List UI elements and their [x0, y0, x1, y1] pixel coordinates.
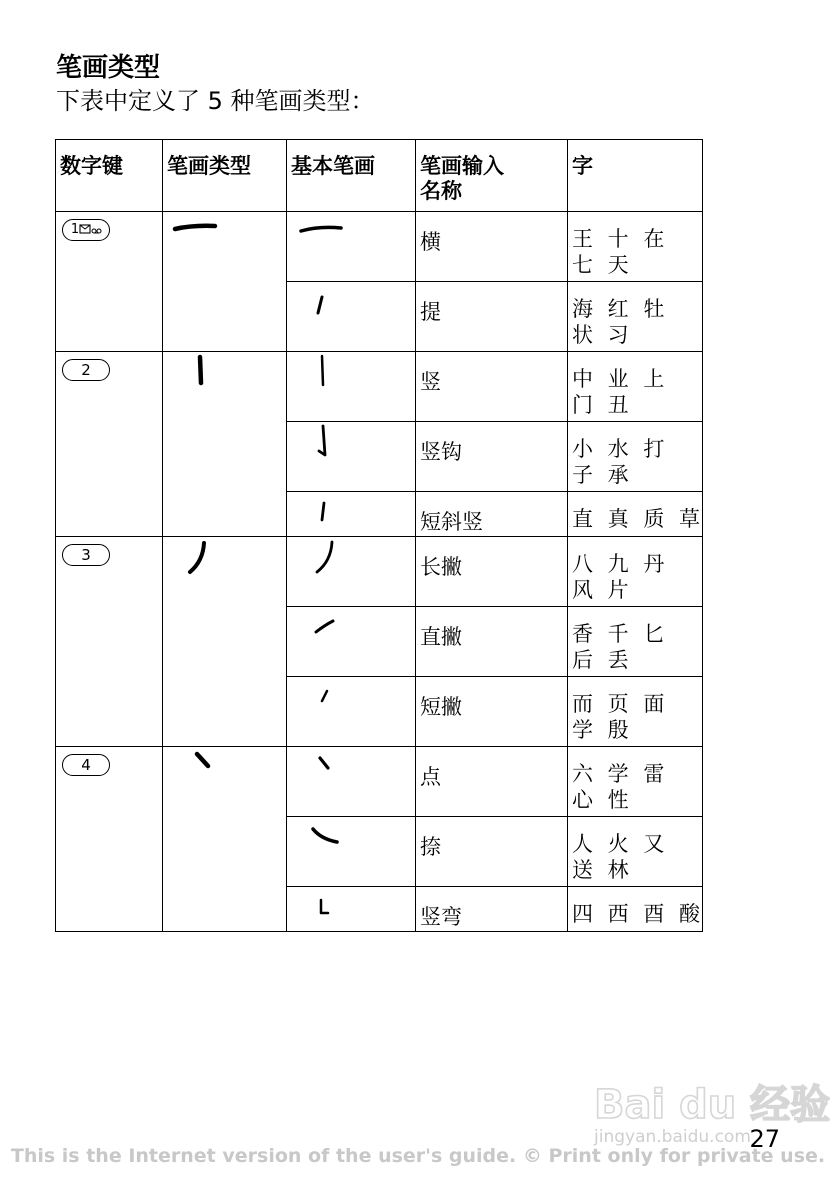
- basic-stroke-cell: [287, 537, 416, 607]
- short-left-falling-stroke-icon: [287, 677, 347, 717]
- key-1-button: 1: [62, 219, 110, 241]
- horizontal-stroke-icon: [287, 212, 347, 242]
- example-chars: 中 业 上 门 丑: [568, 352, 703, 422]
- footer-notice: This is the Internet version of the user's guide. © Print only for private use.: [10, 1145, 826, 1167]
- key-3-button: 3: [62, 544, 110, 566]
- example-chars: 小 水 打 子 承: [568, 422, 703, 492]
- example-chars: 四 西 酉 酸: [568, 887, 703, 932]
- table-row: [56, 537, 703, 607]
- svg-text:Bai du 经验: Bai du 经验: [594, 1082, 831, 1128]
- stroke-types-table: [55, 139, 703, 932]
- table-header-row: [56, 140, 703, 212]
- stroke-type-cell: [163, 212, 287, 352]
- example-chars: 六 学 雷 心 性: [568, 747, 703, 817]
- basic-stroke-cell: [287, 887, 416, 932]
- stroke-name: 长撇: [416, 537, 568, 607]
- header-stroke-type: 笔画类型: [163, 140, 287, 212]
- intro-text: 下表中定义了 5 种笔画类型：: [56, 87, 375, 115]
- vertical-hook-stroke-icon: [287, 422, 347, 462]
- example-chars: 人 火 又 送 林: [568, 817, 703, 887]
- vertical-stroke-icon: [287, 352, 347, 392]
- basic-stroke-cell: [287, 352, 416, 422]
- table-row: [56, 212, 703, 282]
- horizontal-stroke-icon: [163, 212, 223, 242]
- vertical-stroke-icon: [163, 352, 223, 392]
- stroke-name: 横: [416, 212, 568, 282]
- basic-stroke-cell: [287, 422, 416, 492]
- header-stroke-input-name: 笔画输入 名称: [416, 140, 568, 212]
- rising-stroke-icon: [287, 282, 347, 322]
- basic-stroke-cell: [287, 677, 416, 747]
- vertical-bend-stroke-icon: [287, 887, 347, 927]
- dot-stroke-icon: [163, 747, 223, 787]
- example-chars: 香 千 匕 后 丢: [568, 607, 703, 677]
- key-cell: [56, 537, 163, 747]
- key-2-button: 2: [62, 359, 110, 381]
- basic-stroke-cell: [287, 817, 416, 887]
- example-chars: 海 红 牡 状 习: [568, 282, 703, 352]
- left-falling-stroke-icon: [163, 537, 223, 577]
- stroke-name: 提: [416, 282, 568, 352]
- table-row: [56, 352, 703, 422]
- key-cell: [56, 352, 163, 537]
- basic-stroke-cell: [287, 212, 416, 282]
- svg-text:jingyan.baidu.com: jingyan.baidu.com: [594, 1127, 751, 1147]
- example-chars: 王 十 在 七 天: [568, 212, 703, 282]
- stroke-name: 短斜竖: [416, 492, 568, 537]
- page-number: 27: [749, 1125, 780, 1153]
- stroke-name: 点: [416, 747, 568, 817]
- header-number-key: 数字键: [56, 140, 163, 212]
- right-falling-stroke-icon: [287, 817, 347, 857]
- short-slanted-vertical-stroke-icon: [287, 492, 347, 532]
- table-row: [56, 747, 703, 817]
- header-basic-stroke: 基本笔画: [287, 140, 416, 212]
- basic-stroke-cell: [287, 747, 416, 817]
- stroke-name: 竖钩: [416, 422, 568, 492]
- long-left-falling-stroke-icon: [287, 537, 347, 577]
- stroke-name: 竖: [416, 352, 568, 422]
- basic-stroke-cell: [287, 492, 416, 537]
- stroke-type-cell: [163, 747, 287, 932]
- stroke-name: 竖弯: [416, 887, 568, 932]
- stroke-name: 短撇: [416, 677, 568, 747]
- key-cell: [56, 747, 163, 932]
- basic-stroke-cell: [287, 607, 416, 677]
- stroke-name: 直撇: [416, 607, 568, 677]
- basic-stroke-cell: [287, 282, 416, 352]
- header-character: 字: [568, 140, 703, 212]
- stroke-type-cell: [163, 537, 287, 747]
- example-chars: 八 九 丹 风 片: [568, 537, 703, 607]
- key-4-button: 4: [62, 754, 110, 776]
- example-chars: 直 真 质 草: [568, 492, 703, 537]
- flat-left-falling-stroke-icon: [287, 607, 347, 647]
- voicemail-icon: [79, 224, 101, 235]
- key-cell: [56, 212, 163, 352]
- page-title: 笔画类型: [56, 53, 161, 83]
- stroke-type-cell: [163, 352, 287, 537]
- dot-stroke-icon: [287, 747, 347, 787]
- example-chars: 而 页 面 学 殷: [568, 677, 703, 747]
- stroke-name: 捺: [416, 817, 568, 887]
